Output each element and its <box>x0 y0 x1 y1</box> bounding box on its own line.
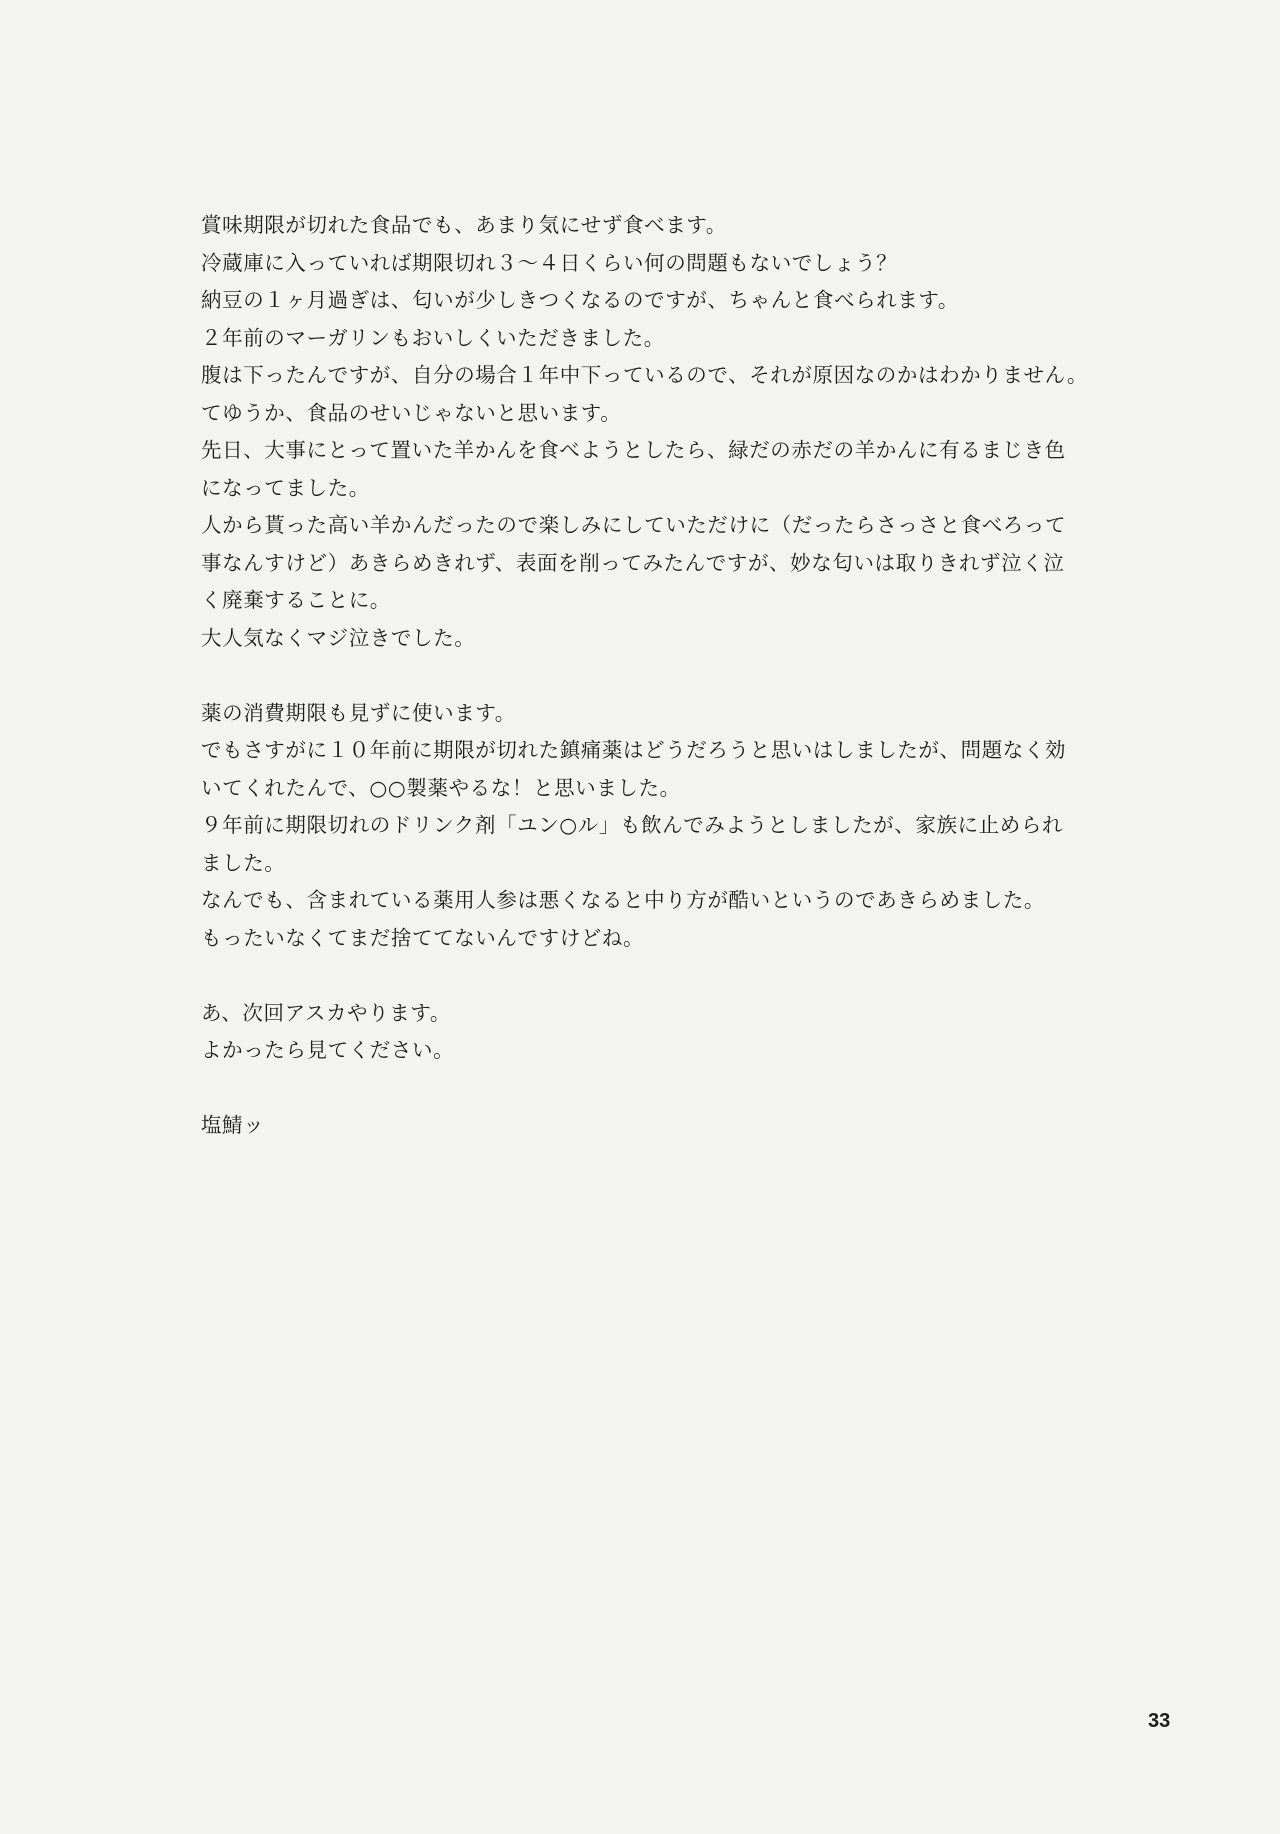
text-line: 冷蔵庫に入っていれば期限切れ３～４日くらい何の問題もないでしょう？ <box>201 250 898 275</box>
paragraph-gap <box>201 957 1121 995</box>
text-line: になってました。 <box>201 475 370 500</box>
text-line: 腹は下ったんですが、自分の場合１年中下っているので、それが原因なのかはわかりません。 <box>201 363 1089 387</box>
text-line: 賞味期限が切れた食品でも、あまり気にせず食べます。 <box>201 213 727 237</box>
paragraph-expired-medicine <box>201 695 1121 958</box>
text-line: 人から貰った高い羊かんだったので楽しみにしていただけに（だったらさっさと食べろって <box>201 513 1067 537</box>
page-number: 33 <box>1148 1710 1171 1732</box>
text-line: 納豆の１ヶ月過ぎは、匂いが少しきつくなるのですが、ちゃんと食べられます。 <box>201 288 959 312</box>
text-line: でもさすがに１０年前に期限が切れた鎮痛薬はどうだろうと思いはしましたが、問題なく効 <box>201 738 1067 762</box>
text-line: いてくれたんで、○○製薬やるな！と思いました。 <box>201 775 681 800</box>
text-line: もったいなくてまだ捨ててないんですけどね。 <box>201 925 645 950</box>
text-line: く廃棄することに。 <box>201 588 391 612</box>
paragraph-expired-food <box>201 207 1121 657</box>
text-line: ました。 <box>201 850 286 875</box>
text-line: ２年前のマーガリンもおいしくいただきました。 <box>201 325 665 350</box>
text-line: 事なんすけど）あきらめきれず、表面を削ってみたんですが、妙な匂いは取りきれず泣く泣 <box>201 550 1065 575</box>
text-line: ９年前に期限切れのドリンク剤「ユン○ル」も飲んでみようとしましたが、家族に止められ <box>201 813 1064 837</box>
paragraph-gap <box>201 657 1121 695</box>
text-line: 先日、大事にとって置いた羊かんを食べようとしたら、緑だの赤だの羊かんに有るまじき色 <box>201 438 1066 462</box>
text-line: てゆうか、食品のせいじゃないと思います。 <box>201 400 622 425</box>
text-line: 薬の消費期限も見ずに使います。 <box>201 700 516 725</box>
afterword-text <box>201 207 1121 1145</box>
text-line: よかったら見てください。 <box>201 1038 455 1062</box>
text-line: なんでも、含まれている薬用人参は悪くなると中り方が酷いというのであきらめました。 <box>201 888 1045 912</box>
text-line: 大人気なくマジ泣きでした。 <box>201 625 476 650</box>
paragraph-announcement <box>201 995 1121 1070</box>
text-line: あ、次回アスカやります。 <box>201 1000 451 1025</box>
author-signature: 塩鯖ッ <box>201 1113 265 1137</box>
